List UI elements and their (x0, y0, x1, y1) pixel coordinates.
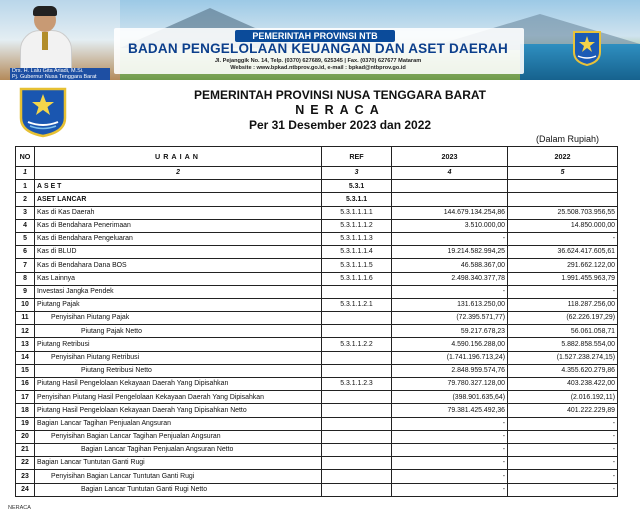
row-value-2023: - (392, 483, 508, 496)
row-value-2023: 79.780.327.128,00 (392, 378, 508, 391)
row-reference: 5.3.1.1.2.3 (322, 378, 392, 391)
column-index: 1 (16, 167, 35, 180)
ntb-emblem-icon (18, 86, 68, 138)
row-reference (322, 470, 392, 483)
row-number: 2 (16, 193, 35, 206)
row-number: 13 (16, 338, 35, 351)
row-value-2022: 118.287.256,00 (508, 298, 618, 311)
row-reference (322, 417, 392, 430)
table-row (16, 285, 618, 298)
row-reference: 5.3.1.1.1.6 (322, 272, 392, 285)
row-description: Bagian Lancar Tuntutan Ganti Rugi Netto (35, 483, 322, 496)
row-value-2022 (508, 193, 618, 206)
column-index: 2 (35, 167, 322, 180)
row-number: 6 (16, 246, 35, 259)
row-value-2022: 401.222.229,89 (508, 404, 618, 417)
row-number: 11 (16, 312, 35, 325)
row-value-2023: - (392, 417, 508, 430)
row-description: Kas di Kas Daerah (35, 206, 322, 219)
table-row (16, 457, 618, 470)
row-number: 5 (16, 232, 35, 245)
column-header-2023: 2023 (392, 147, 508, 167)
row-description: Piutang Retribusi (35, 338, 322, 351)
row-value-2023: 2.498.340.377,78 (392, 272, 508, 285)
row-value-2023: 46.588.367,00 (392, 259, 508, 272)
row-description: Bagian Lancar Tuntutan Ganti Rugi (35, 457, 322, 470)
row-reference (322, 443, 392, 456)
ntb-emblem-icon (572, 30, 602, 66)
row-number: 4 (16, 219, 35, 232)
row-number: 8 (16, 272, 35, 285)
row-reference: 5.3.1.1.2.2 (322, 338, 392, 351)
row-reference (322, 404, 392, 417)
table-row (16, 404, 618, 417)
table-row (16, 483, 618, 496)
row-number: 15 (16, 364, 35, 377)
row-number: 17 (16, 391, 35, 404)
document-org: PEMERINTAH PROVINSI NUSA TENGGARA BARAT (193, 88, 486, 102)
table-row (16, 443, 618, 456)
row-value-2023: 19.214.582.994,25 (392, 246, 508, 259)
row-number: 7 (16, 259, 35, 272)
row-number: 22 (16, 457, 35, 470)
row-value-2023 (392, 193, 508, 206)
table-row (16, 351, 618, 364)
row-value-2023 (392, 180, 508, 193)
row-description: Kas di BLUD (35, 246, 322, 259)
row-number: 1 (16, 180, 35, 193)
header-banner (0, 0, 640, 80)
column-header-ref: REF (322, 147, 392, 167)
row-description: Piutang Pajak (35, 298, 322, 311)
table-row (16, 298, 618, 311)
row-value-2022: (62.226.197,29) (508, 312, 618, 325)
currency-unit-note: (Dalam Rupiah) (536, 134, 600, 144)
row-value-2023: 59.217.678,23 (392, 325, 508, 338)
row-value-2023: 131.613.250,00 (392, 298, 508, 311)
row-description: Investasi Jangka Pendek (35, 285, 322, 298)
table-row (16, 272, 618, 285)
page-footer-label: NERACA (8, 505, 31, 511)
column-index-row (16, 167, 618, 180)
table-header-row (16, 147, 618, 167)
row-value-2023: 144.679.134.254,86 (392, 206, 508, 219)
table-row (16, 470, 618, 483)
row-number: 12 (16, 325, 35, 338)
row-value-2022: (1.527.238.274,15) (508, 351, 618, 364)
row-reference (322, 351, 392, 364)
table-row (16, 417, 618, 430)
banner-org-top: PEMERINTAH PROVINSI NTB (235, 30, 395, 42)
row-value-2023: (1.741.196.713,24) (392, 351, 508, 364)
row-description: Piutang Hasil Pengelolaan Kekayaan Daerah Yang Dipisahkan Netto (35, 404, 322, 417)
row-number: 9 (16, 285, 35, 298)
row-value-2023: 79.381.425.492,36 (392, 404, 508, 417)
row-number: 21 (16, 443, 35, 456)
table-row (16, 338, 618, 351)
table-row (16, 312, 618, 325)
column-index: 3 (322, 167, 392, 180)
row-value-2022: - (508, 457, 618, 470)
document-title: NERACA (295, 103, 385, 117)
row-description: Piutang Hasil Pengelolaan Kekayaan Daerah Yang Dipisahkan (35, 378, 322, 391)
row-description: Kas di Bendahara Penerimaan (35, 219, 322, 232)
row-value-2022: 1.991.455.963,79 (508, 272, 618, 285)
row-number: 18 (16, 404, 35, 417)
row-number: 3 (16, 206, 35, 219)
official-caption (10, 68, 110, 80)
row-value-2022: - (508, 470, 618, 483)
column-index: 5 (508, 167, 618, 180)
row-reference (322, 430, 392, 443)
row-value-2022: - (508, 483, 618, 496)
row-value-2022: 403.238.422,00 (508, 378, 618, 391)
row-reference: 5.3.1.1.1.4 (322, 246, 392, 259)
row-value-2023: - (392, 430, 508, 443)
document-period: Per 31 Desember 2023 dan 2022 (248, 118, 432, 132)
row-description: Bagian Lancar Tagihan Penjualan Angsuran Netto (35, 443, 322, 456)
row-value-2023: (398.901.635,64) (392, 391, 508, 404)
row-value-2022: 25.508.703.956,55 (508, 206, 618, 219)
row-value-2022: 4.355.620.279,86 (508, 364, 618, 377)
row-reference: 5.3.1 (322, 180, 392, 193)
table-row (16, 219, 618, 232)
row-number: 14 (16, 351, 35, 364)
row-description: Piutang Retribusi Netto (35, 364, 322, 377)
row-reference (322, 457, 392, 470)
row-description: Kas di Bendahara Pengeluaran (35, 232, 322, 245)
table-row (16, 206, 618, 219)
row-reference: 5.3.1.1.1.5 (322, 259, 392, 272)
row-value-2023: 2.848.959.574,76 (392, 364, 508, 377)
row-number: 10 (16, 298, 35, 311)
row-value-2022: 291.662.122,00 (508, 259, 618, 272)
row-description: Penyisihan Piutang Retribusi (35, 351, 322, 364)
row-description: Bagian Lancar Tagihan Penjualan Angsuran (35, 417, 322, 430)
row-value-2023: - (392, 232, 508, 245)
row-value-2022: - (508, 232, 618, 245)
column-header-2022: 2022 (508, 147, 618, 167)
row-description: Kas di Bendahara Dana BOS (35, 259, 322, 272)
banner-org-title: BADAN PENGELOLAAN KEUANGAN DAN ASET DAERAH (128, 41, 508, 56)
table-row (16, 364, 618, 377)
row-value-2022: 36.624.417.605,61 (508, 246, 618, 259)
row-value-2023: - (392, 285, 508, 298)
row-value-2022: - (508, 443, 618, 456)
row-reference: 5.3.1.1 (322, 193, 392, 206)
column-index: 4 (392, 167, 508, 180)
table-row (16, 193, 618, 206)
row-value-2022: 5.882.858.554,00 (508, 338, 618, 351)
row-number: 16 (16, 378, 35, 391)
banner-address-line: Jl. Pejanggik No. 14, Telp. (0370) 627689, 625345 | Fax. (0370) 627677 Mataram (214, 58, 422, 64)
row-description: Kas Lainnya (35, 272, 322, 285)
table-row (16, 378, 618, 391)
row-reference: 5.3.1.1.2.1 (322, 298, 392, 311)
balance-sheet-table (15, 146, 618, 497)
row-value-2023: - (392, 470, 508, 483)
row-value-2022: 14.850.000,00 (508, 219, 618, 232)
official-name: Drs. H. Lalu Gita Ariadi, M.Si. (12, 68, 84, 74)
row-number: 23 (16, 470, 35, 483)
row-value-2022: (2.016.192,11) (508, 391, 618, 404)
table-row (16, 259, 618, 272)
row-reference (322, 285, 392, 298)
table-row (16, 325, 618, 338)
row-value-2022: - (508, 417, 618, 430)
row-reference (322, 364, 392, 377)
row-number: 19 (16, 417, 35, 430)
row-description: Penyisihan Piutang Pajak (35, 312, 322, 325)
table-row (16, 391, 618, 404)
official-portrait (14, 6, 76, 70)
row-description: Penyisihan Bagian Lancar Tagihan Penjualan Angsuran (35, 430, 322, 443)
row-value-2022 (508, 180, 618, 193)
row-reference (322, 391, 392, 404)
table-row (16, 232, 618, 245)
banner-address (118, 58, 518, 71)
row-value-2022: 56.061.058,71 (508, 325, 618, 338)
row-value-2022: - (508, 285, 618, 298)
row-number: 20 (16, 430, 35, 443)
row-value-2023: 4.590.156.288,00 (392, 338, 508, 351)
row-description: Piutang Pajak Netto (35, 325, 322, 338)
row-value-2023: (72.395.571,77) (392, 312, 508, 325)
row-value-2023: - (392, 457, 508, 470)
row-reference (322, 312, 392, 325)
row-description: Penyisihan Piutang Hasil Pengelolaan Kekayaan Daerah Yang Dipisahkan (35, 391, 322, 404)
row-description: ASET LANCAR (35, 193, 322, 206)
table-row (16, 180, 618, 193)
official-title: Pj. Gubernur Nusa Tenggara Barat (12, 74, 97, 80)
row-value-2023: 3.510.000,00 (392, 219, 508, 232)
row-reference (322, 483, 392, 496)
banner-address-line: Website : www.bpkad.ntbprov.go.id, e-mail : bpkad@ntbprov.go.id (230, 64, 406, 71)
column-header-no: NO (16, 147, 35, 167)
row-reference: 5.3.1.1.1.3 (322, 232, 392, 245)
row-description: Penyisihan Bagian Lancar Tuntutan Ganti Rugi (35, 470, 322, 483)
table-row (16, 430, 618, 443)
row-reference: 5.3.1.1.1.1 (322, 206, 392, 219)
row-reference: 5.3.1.1.1.2 (322, 219, 392, 232)
row-number: 24 (16, 483, 35, 496)
table-row (16, 246, 618, 259)
column-header-uraian: URAIAN (35, 147, 322, 167)
document-heading (140, 88, 540, 133)
row-value-2022: - (508, 430, 618, 443)
row-value-2023: - (392, 443, 508, 456)
row-reference (322, 325, 392, 338)
row-description: ASET (35, 180, 322, 193)
